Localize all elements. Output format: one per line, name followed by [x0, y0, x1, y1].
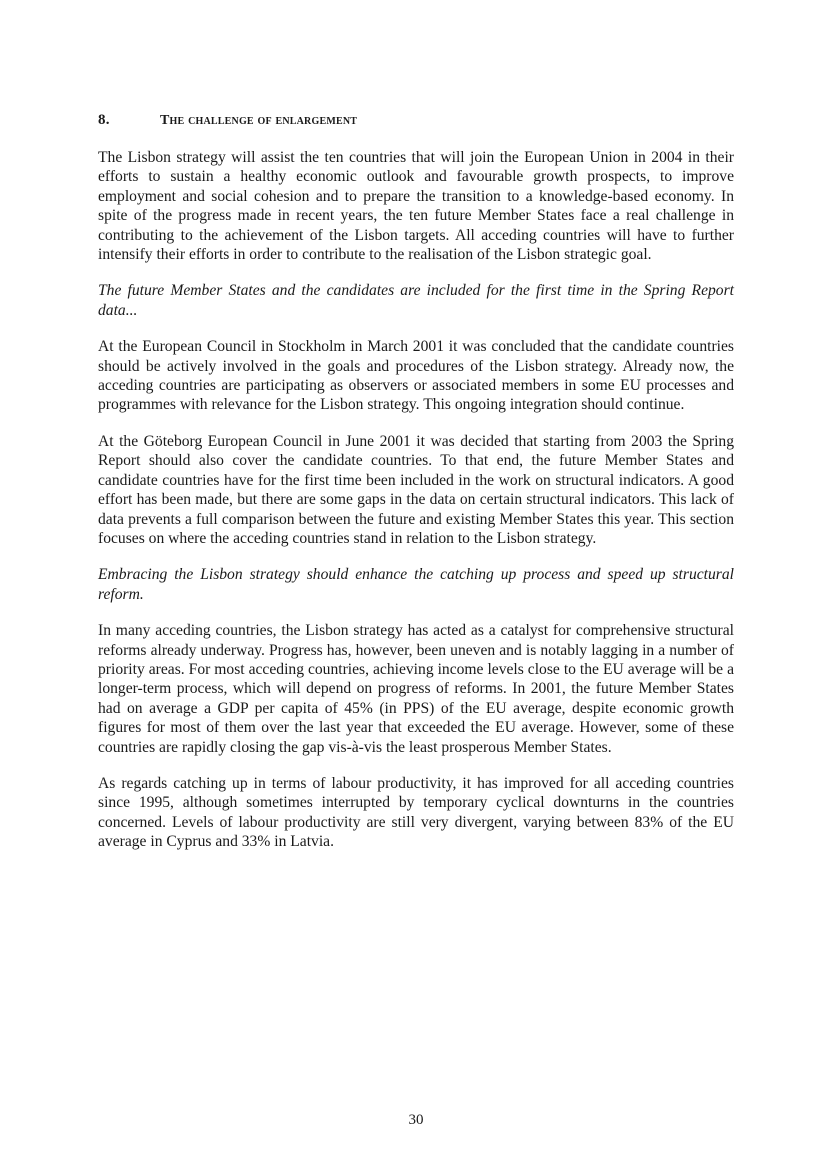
paragraph-stockholm: At the European Council in Stockholm in March 2001 it was concluded that the candidate countries should be actively involved in the goals and procedures of the Lisbon strategy. Already now, the acceding countries are participating as observers or associated members in some EU processes and programmes with relevance for the Lisbon strategy. This ongoing integration should continue.	[98, 338, 734, 414]
paragraph-goteborg: At the Göteborg European Council in June 2001 it was decided that starting from 2003 the Spring Report should also cover the candidate countries. To that end, the future Member States and candidate countries have for the first time been included in the work on structural indicators. A good effort has been made, but there are some gaps in the data on certain structural indicators. This lack of data prevents a full comparison between the future and existing Member States this year. This section focuses on where the acceding countries stand in relation to the Lisbon strategy.	[98, 432, 734, 547]
subheading-catching-up: Embracing the Lisbon strategy should enhance the catching up process and speed up structural reform.	[98, 566, 734, 603]
paragraph-structural-reforms: In many acceding countries, the Lisbon strategy has acted as a catalyst for comprehensive structural reforms already underway. Progress has, however, been uneven and is notably lagging in a number of priority areas. For most acceding countries, achieving income levels close to the EU average will be a longer-term process, which will depend on progress of reforms. In 2001, the future Member States had on average a GDP per capita of 45% (in PPS) of the EU average, despite economic growth figures for most of them over the last year that exceeded the EU average. However, some of these countries are rapidly closing the gap vis-à-vis the least prosperous Member States.	[98, 622, 734, 756]
paragraph-labour-productivity: As regards catching up in terms of labour productivity, it has improved for all acceding countries since 1995, although sometimes interrupted by temporary cyclical downturns in the countries concerned. Levels of labour productivity are still very divergent, varying between 83% of the EU average in Cyprus and 33% in Latvia.	[98, 774, 734, 851]
document-page	[98, 112, 734, 869]
paragraph-intro: The Lisbon strategy will assist the ten countries that will join the European Union in 2004 in their efforts to sustain a healthy economic outlook and favourable growth prospects, to improve employment and social cohesion and to prepare the transition to a knowledge-based economy. In spite of the progress made in recent years, the ten future Member States face a real challenge in contributing to the achievement of the Lisbon targets. All acceding countries will have to further intensify their efforts in order to contribute to the realisation of the Lisbon strategic goal.	[98, 149, 734, 264]
section-heading	[98, 112, 734, 129]
section-title: The challenge of enlargement	[160, 113, 358, 128]
page-number: 30	[408, 1112, 424, 1128]
subheading-spring-report-data: The future Member States and the candidates are included for the first time in the Spring Report data...	[98, 282, 734, 319]
section-number: 8.	[98, 112, 110, 128]
